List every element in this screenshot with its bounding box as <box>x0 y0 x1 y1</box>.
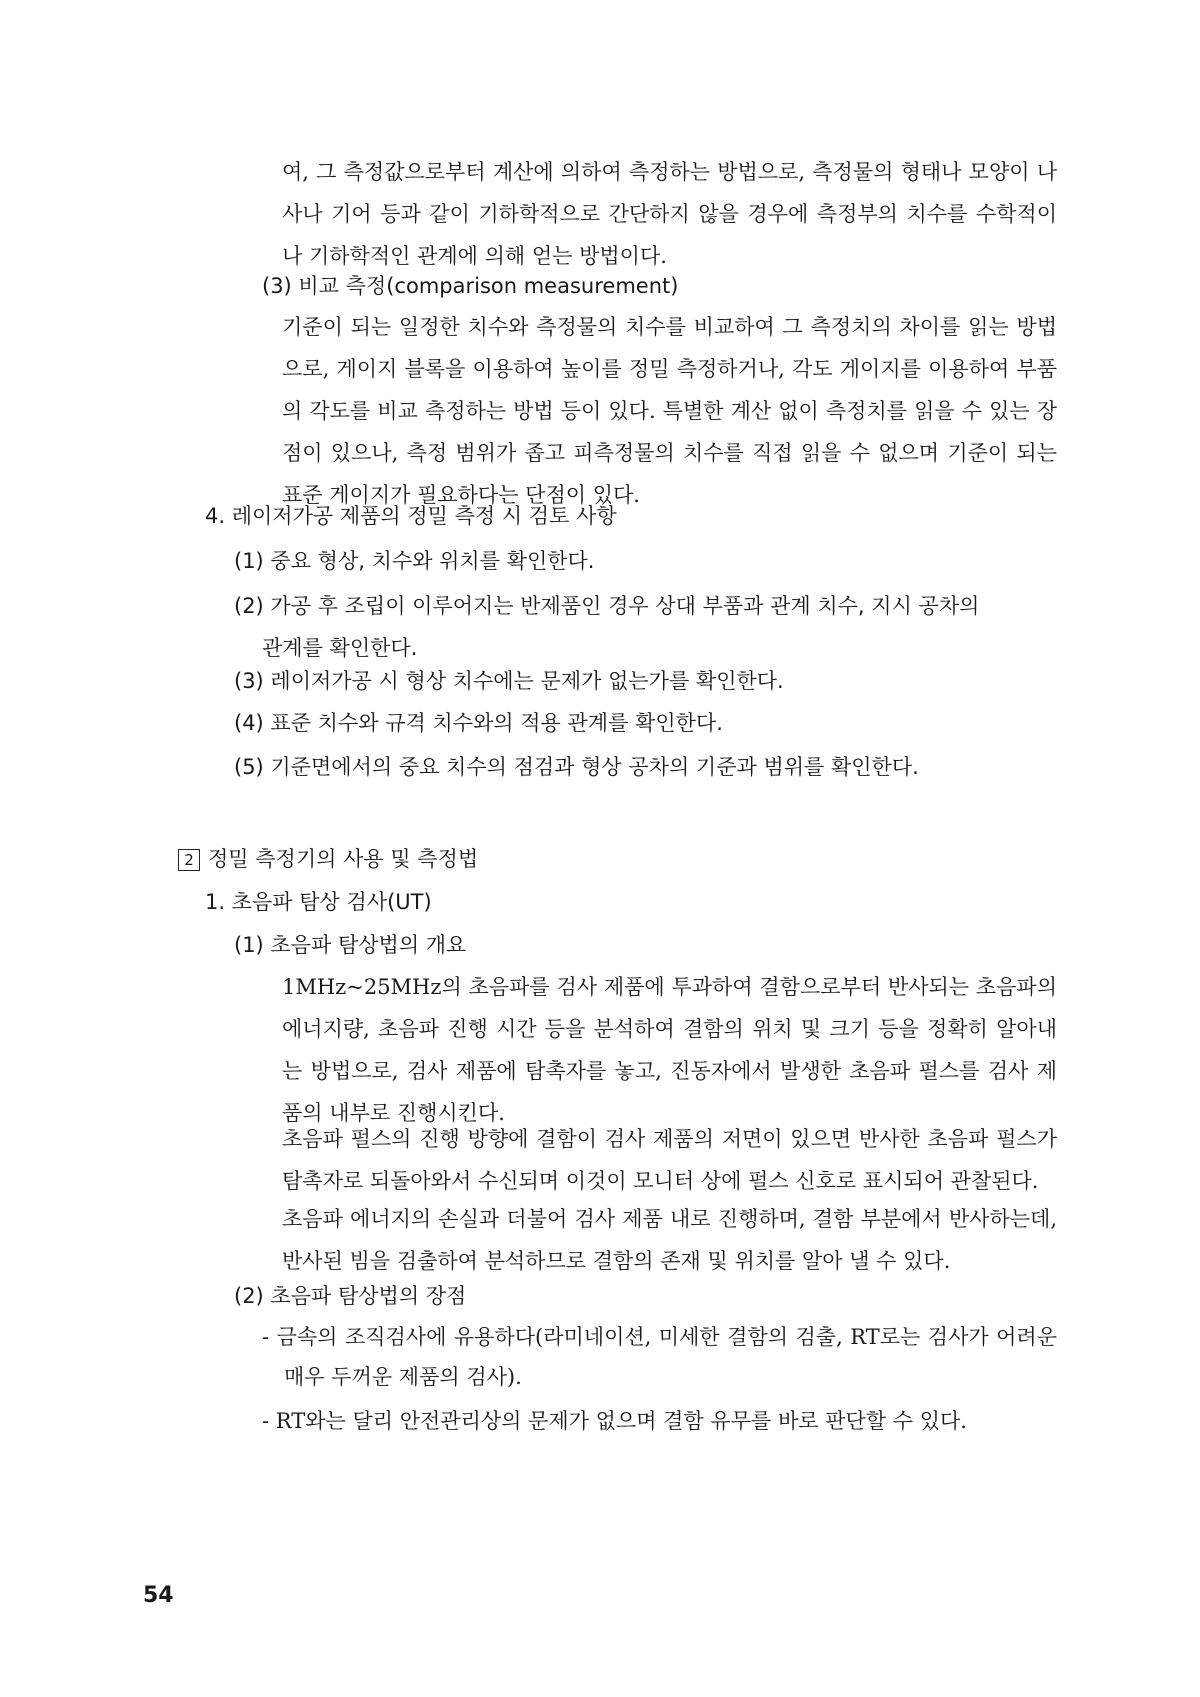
section4-item-1: (1) 중요 형상, 치수와 위치를 확인한다. <box>234 549 595 573</box>
ut-advantage-item: - 금속의 조직검사에 유용하다(라미네이션, 미세한 결함의 검출, RT로는 검사가 어려운 매우 두꺼운 제품의 검사). <box>262 1325 1057 1389</box>
ut-overview-heading: (1) 초음파 탐상법의 개요 <box>234 933 467 957</box>
ut-heading: 1. 초음파 탐상 검사(UT) <box>205 890 432 914</box>
comparison-body: 기준이 되는 일정한 치수와 측정물의 치수를 비교하여 그 측정치의 차이를 읽는 방법으로, 게이지 블록을 이용하여 높이를 정밀 측정하거나, 각도 게이지를 이용하여 부품의 각도를 비교 측정하는 방법 등이 있다. 특별한 계산 없이 측정치를 읽을 수 있는 장점이 있으나, 측정 범위가 좁고 피측정물의 치수를 직접 읽을 수 없으며 기준이 되는 표준 게이지가 필요하다는 단점이 있다. <box>282 315 1057 507</box>
ut-advantages-heading: (2) 초음파 탐상법의 장점 <box>234 1284 467 1308</box>
ut-advantage-item: - RT와는 달리 안전관리상의 문제가 없으며 결함 유무를 바로 판단할 수 있다. <box>262 1409 967 1433</box>
page-number: 54 <box>143 1583 174 1608</box>
section-number-box: 2 <box>178 849 200 871</box>
section4-item-3: (3) 레이저가공 시 형상 치수에는 문제가 없는가를 확인한다. <box>234 669 784 693</box>
comparison-heading: (3) 비교 측정(comparison measurement) <box>262 274 679 298</box>
section-title-text: 정밀 측정기의 사용 및 측정법 <box>208 847 479 871</box>
section4-item-2: (2) 가공 후 조립이 이루어지는 반제품인 경우 상대 부품과 관계 치수, 지시 공차의 관계를 확인한다. <box>234 594 980 660</box>
paragraph-continued: 여, 그 측정값으로부터 계산에 의하여 측정하는 방법으로, 측정물의 형태나 모양이 나사나 기어 등과 같이 기하학적으로 간단하지 않을 경우에 측정부의 치수를 수학적이나 기하학적인 관계에 의해 얻는 방법이다. <box>282 160 1057 268</box>
section4-heading: 4. 레이저가공 제품의 정밀 측정 시 검토 사항 <box>205 504 617 528</box>
ut-overview-paragraph-2: 초음파 펄스의 진행 방향에 결함이 검사 제품의 저면이 있으면 반사한 초음파 펄스가 탐촉자로 되돌아와서 수신되며 이것이 모니터 상에 펄스 신호로 표시되어 관찰된다. <box>282 1127 1057 1193</box>
section4-item-5: (5) 기준면에서의 중요 치수의 점검과 형상 공차의 기준과 범위를 확인한다. <box>234 755 919 779</box>
section4-item-4: (4) 표준 치수와 규격 치수와의 적용 관계를 확인한다. <box>234 711 723 735</box>
ut-overview-paragraph-1: 1MHz~25MHz의 초음파를 검사 제품에 투과하여 결함으로부터 반사되는 초음파의 에너지량, 초음파 진행 시간 등을 분석하여 결함의 위치 및 크기 등을 정확히 알아내는 방법으로, 검사 제품에 탐촉자를 놓고, 진동자에서 발생한 초음파 펄스를 검사 제품의 내부로 진행시킨다. <box>282 975 1057 1125</box>
section-title <box>178 844 478 874</box>
ut-overview-paragraph-3: 초음파 에너지의 손실과 더불어 검사 제품 내로 진행하며, 결함 부분에서 반사하는데, 반사된 빔을 검출하여 분석하므로 결함의 존재 및 위치를 알아 낼 수 있다. <box>282 1207 1057 1273</box>
